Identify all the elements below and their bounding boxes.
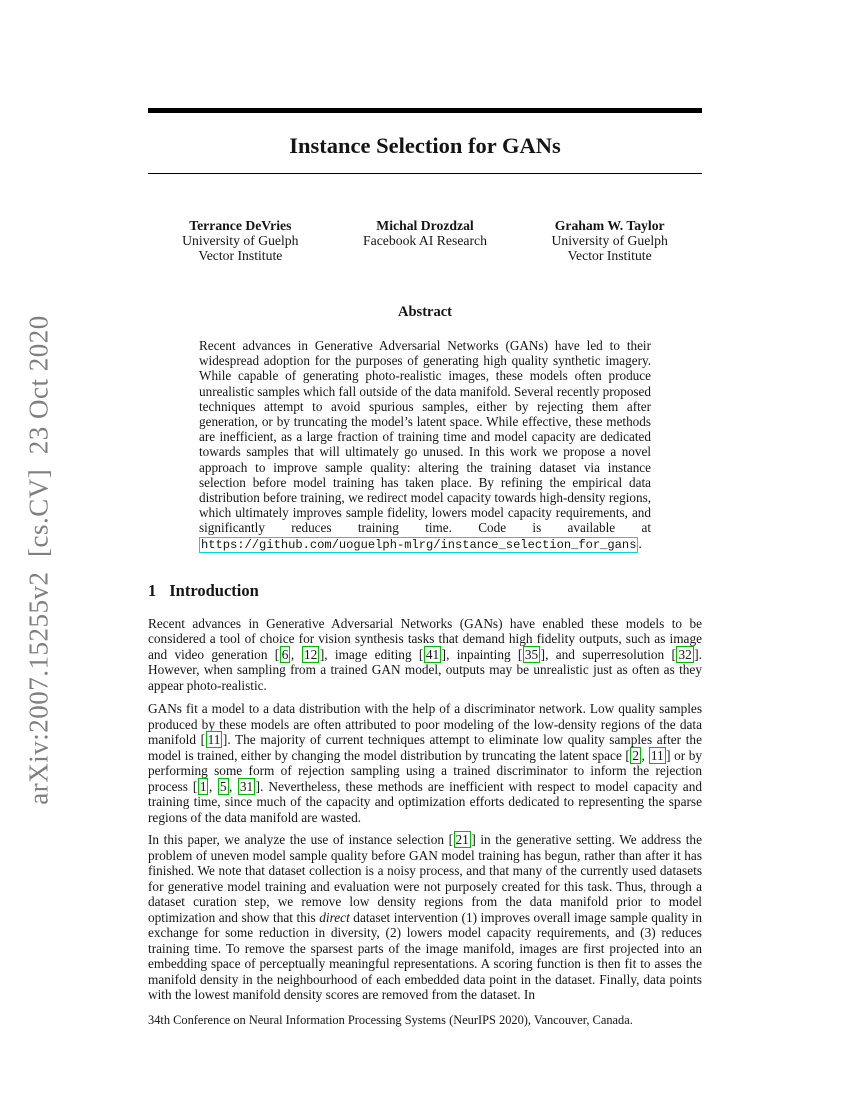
author-name: Graham W. Taylor — [554, 218, 665, 233]
section-number: 1 — [148, 580, 157, 600]
conference-footer: 34th Conference on Neural Information Processing Systems (NeurIPS 2020), Vancouver, Canada. — [148, 1013, 633, 1027]
citation-ref[interactable]: 5 — [219, 778, 227, 794]
author-affiliation: Vector Institute — [567, 248, 652, 263]
author-affiliation: Facebook AI Research — [363, 233, 487, 248]
citation-ref[interactable]: 11 — [650, 747, 664, 763]
abstract-text: Recent advances in Generative Adversarial Networks (GANs) have led to their widespread adoption for the purposes of generating high quality synthetic imagery. While capable of generating photo-realistic images, these models often produce unrealistic samples which fall outside of the data manifold. Several recently proposed techniques attempt to avoid spurious samples, either by rejecting them after generation, or by truncating the model’s latent space. While effective, these methods are inefficient, as a large fraction of training time and model capacity are dedicated towards samples that will ultimately go unused. In this work we propose a novel approach to improve sample quality: altering the training dataset via instance selection before model training has taken place. By refining the empirical data distribution before training, we redirect model capacity towards high-density regions, which ultimately improves sample fidelity, lowers model capacity requirements, and significantly reduces training time. Code is available at https://github.com/uoguelph-mlrg/instance_selection_for_gans . — [199, 338, 651, 552]
citation-ref[interactable]: 32 — [678, 646, 692, 662]
author-affiliation: University of Guelph — [182, 233, 299, 248]
citation-ref[interactable]: 11 — [207, 732, 221, 748]
paragraph: Recent advances in Generative Adversarial Networks (GANs) have enabled these models to be considered a tool of choice for vision synthesis tasks that demand high fidelity outputs, such as image and video generation [ 6 , 12 ], image editing [ 41 ], inpainting [ 35 ], and superresolution [ 32 ]. However, when sampling from a trained GAN model, outputs may be unrealistic just as often as they appear photo-realistic. — [148, 615, 703, 693]
abstract-heading: Abstract — [398, 304, 452, 320]
arxiv-watermark: arXiv:2007.15255v2 [cs.CV] 23 Oct 2020 — [23, 315, 54, 805]
paper-title: Instance Selection for GANs — [289, 133, 561, 158]
author-column — [333, 218, 518, 263]
title-rule-thick — [148, 108, 702, 113]
citation-ref[interactable]: 6 — [281, 646, 289, 662]
citation-ref[interactable]: 12 — [304, 646, 318, 662]
section-heading — [148, 581, 702, 601]
citation-ref[interactable]: 35 — [524, 646, 539, 662]
author-affiliation: Vector Institute — [198, 248, 283, 263]
author-column — [148, 218, 333, 263]
code-repository-link[interactable]: https://github.com/uoguelph-mlrg/instance_selection_for_gans — [201, 537, 637, 552]
title-rule-thin — [148, 173, 702, 174]
author-name: Michal Drozdzal — [376, 218, 474, 233]
citation-ref[interactable]: 41 — [425, 646, 440, 662]
author-block — [148, 218, 702, 263]
paper-content — [148, 0, 702, 1003]
citation-ref[interactable]: 31 — [239, 778, 254, 794]
paragraph: GANs fit a model to a data distribution with the help of a discriminator network. Low quality samples produced by these models are often attributed to poor modeling of the low-density regions of the data manifold [ 11 ]. The majority of current techniques attempt to eliminate low quality samples after the model is trained, either by changing the model distribution by truncating the latent space [ 2 , 11 ] or by performing some form of rejection sampling using a trained discriminator to inform the rejection process [ 1 , 5 , 31 ]. Nevertheless, these methods are inefficient with respect to model capacity and training time, since much of the capacity and optimization efforts dedicated to representing the sparse regions of the data manifold are wasted. — [148, 701, 703, 825]
citation-ref[interactable]: 2 — [632, 747, 639, 763]
author-affiliation: University of Guelph — [551, 233, 668, 248]
citation-ref[interactable]: 1 — [199, 778, 207, 794]
paragraph: In this paper, we analyze the use of instance selection [ 21 ] in the generative setting. We address the problem of uneven model sample quality before GAN model training has begun, rather than after it has finished. We note that dataset collection is a noisy process, and that many of the currently used datasets for generative model training and evaluation were not purposely created for this task. Thus, through a dataset curation step, we remove low density regions from the data manifold prior to model optimization and show that this direct dataset intervention (1) improves overall image sample quality in exchange for some reduction in diversity, (2) lowers model capacity requirements, and (3) reduces training time. To remove the sparsest parts of the image manifold, images are first projected into an embedding space of perceptually meaningful representations. A scoring function is then fit to asses the manifold density in the neighbourhood of each embedded data point in the dataset. Finally, data points with the lowest manifold density scores are removed from the dataset. In — [148, 832, 702, 1003]
emphasis-text: direct — [319, 909, 350, 925]
author-name: Terrance DeVries — [189, 218, 292, 233]
section-title: Introduction — [169, 580, 259, 600]
author-column — [517, 218, 702, 263]
citation-ref[interactable]: 21 — [455, 832, 469, 848]
